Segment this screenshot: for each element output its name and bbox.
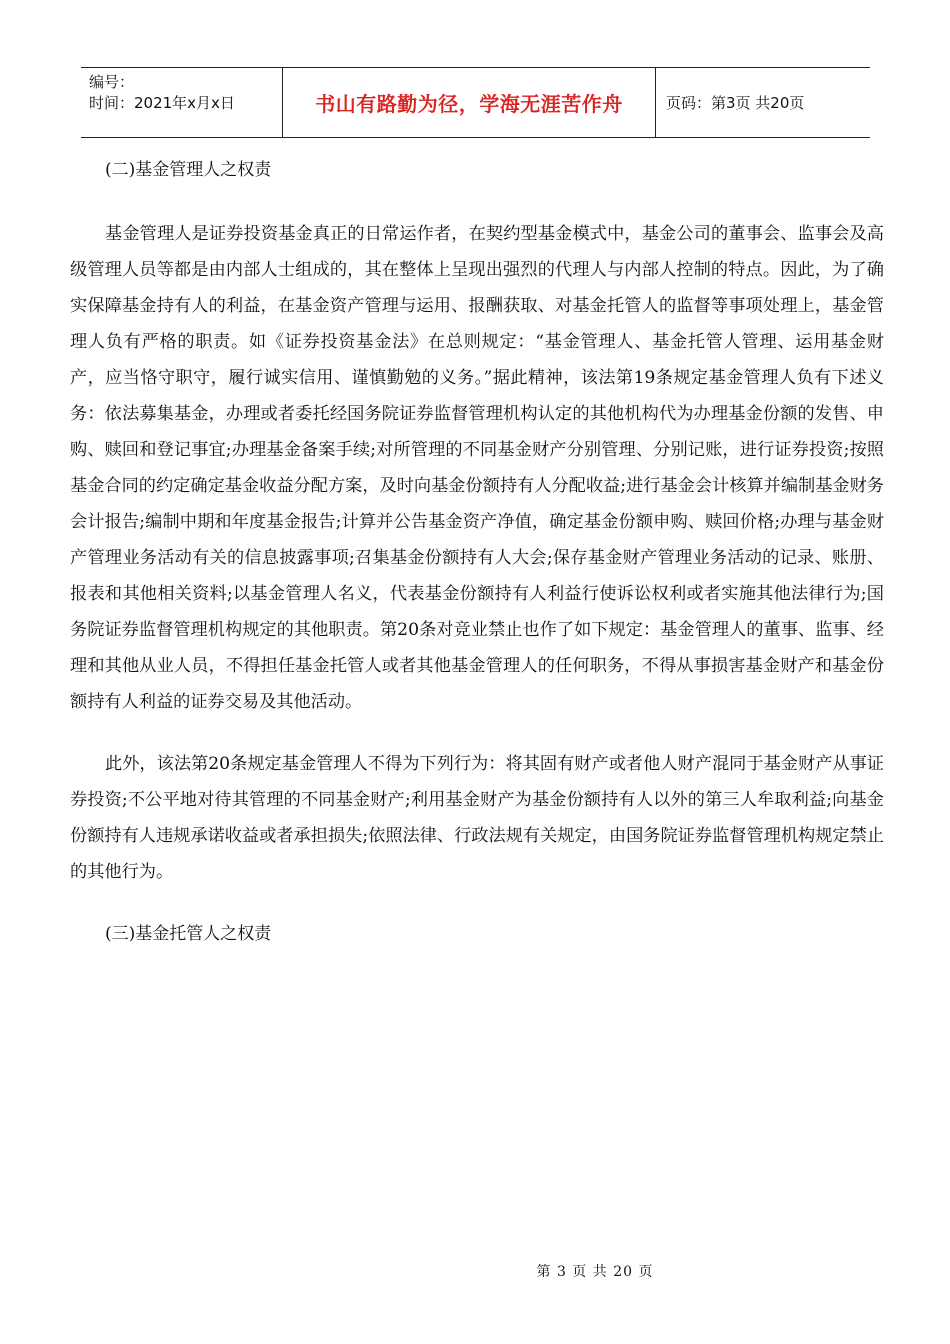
header-page-info: 页码：第3页 共20页: [666, 94, 805, 112]
page-footer: [0, 1261, 950, 1281]
section-heading-manager: (二)基金管理人之权责: [105, 160, 272, 180]
header-table: [81, 67, 870, 138]
header-meta-cell: [81, 68, 282, 137]
paragraph-prohibited-acts: 此外，该法第20条规定基金管理人不得为下列行为：将其固有财产或者他人财产混同于基金财产从事证券投资;不公平地对待其管理的不同基金财产;利用基金财产为基金份额持有人以外的第三人牟取利益;向基金份额持有人违规承诺收益或者承担损失;依照法律、行政法规有关规定，由国务院证券监督管理机构规定禁止的其他行为。: [70, 754, 884, 882]
header-motto-cell: [282, 68, 656, 137]
spacer: [70, 720, 884, 746]
header-page-cell: [656, 68, 870, 137]
header-date-label: 时间：2021年x月x日: [89, 94, 235, 112]
paragraph-manager-duties: 基金管理人是证券投资基金真正的日常运作者，在契约型基金模式中，基金公司的董事会、监事会及高级管理人员等都是由内部人士组成的，其在整体上呈现出强烈的代理人与内部人控制的特点。因此，为了确实保障基金持有人的利益，在基金资产管理与运用、报酬获取、对基金托管人的监督等事项处理上，基金管理人负有严格的职责。如《证券投资基金法》在总则规定：“基金管理人、基金托管人管理、运用基金财产，应当恪守职守，履行诚实信用、谨慎勤勉的义务。”据此精神，该法第19条规定基金管理人负有下述义务：依法募集基金，办理或者委托经国务院证券监督管理机构认定的其他机构代为办理基金份额的发售、申购、赎回和登记事宜;办理基金备案手续;对所管理的不同基金财产分别管理、分别记账，进行证券投资;按照基金合同的约定确定基金收益分配方案，及时向基金份额持有人分配收益;进行基金会计核算并编制基金财务会计报告;编制中期和年度基金报告;计算并公告基金资产净值，确定基金份额申购、赎回价格;办理与基金财产管理业务活动有关的信息披露事项;召集基金份额持有人大会;保存基金财产管理业务活动的记录、账册、报表和其他相关资料;以基金管理人名义，代表基金份额持有人利益行使诉讼权利或者实施其他法律行为;国务院证券监督管理机构规定的其他职责。第20条对竞业禁止也作了如下规定：基金管理人的董事、监事、经理和其他从业人员，不得担任基金托管人或者其他基金管理人的任何职务，不得从事损害基金财产和基金份额持有人利益的证券交易及其他活动。: [70, 224, 884, 712]
spacer: [70, 890, 884, 916]
document-body: [70, 152, 884, 952]
header-motto: 书山有路勤为径，学海无涯苦作舟: [315, 92, 623, 116]
section-heading-custodian: (三)基金托管人之权责: [105, 924, 272, 944]
spacer: [70, 188, 884, 216]
footer-page-number: 第 3 页 共 20 页: [536, 1264, 654, 1280]
header-code-label: 编号：: [89, 73, 135, 91]
